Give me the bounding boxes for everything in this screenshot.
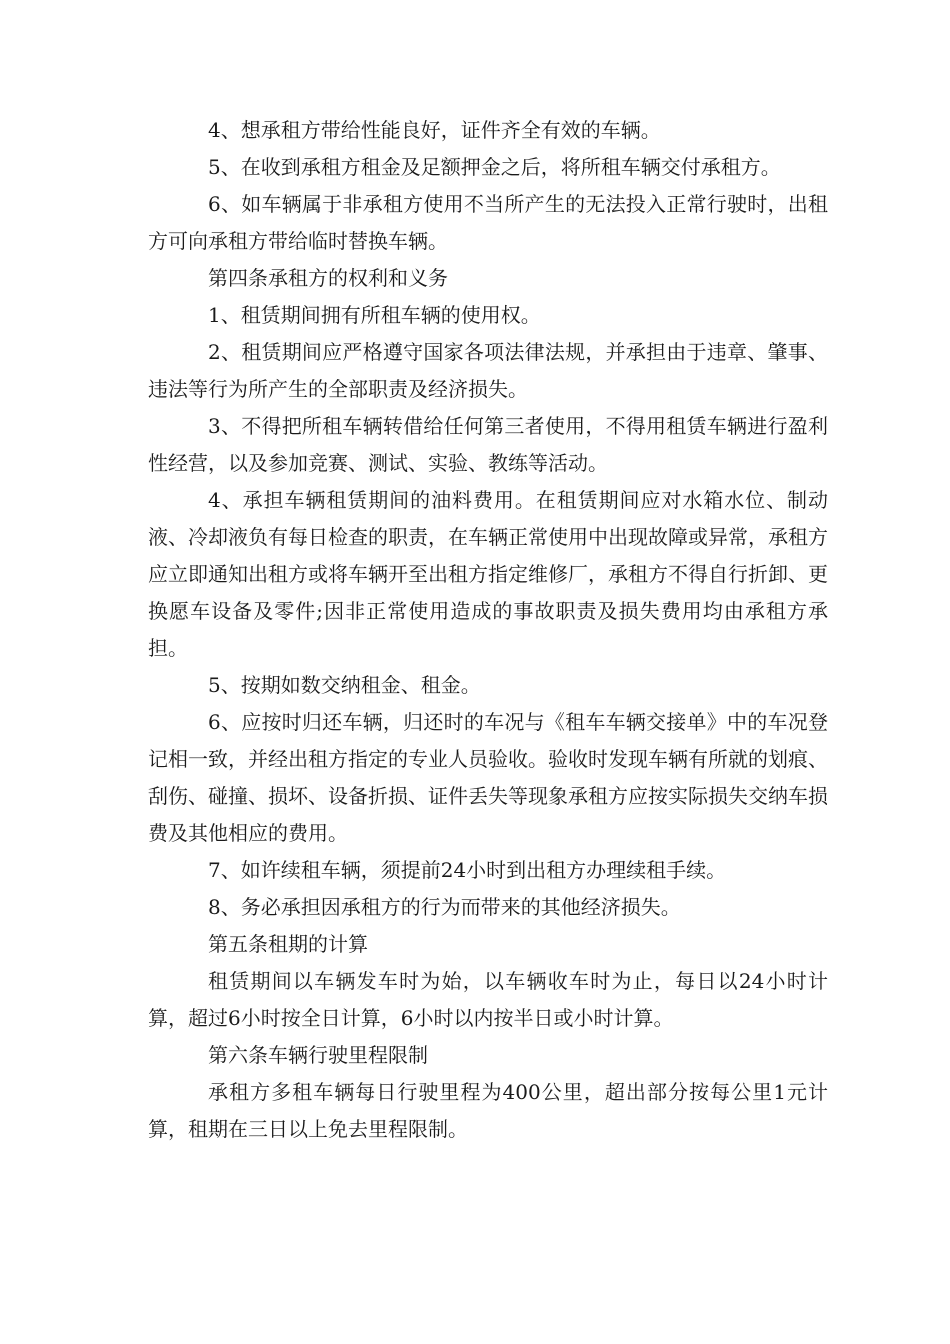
paragraph: 4、想承租方带给性能良好，证件齐全有效的车辆。 (208, 118, 661, 142)
paragraph: 4、承担车辆租赁期间的油料费用。在租赁期间应对水箱水位、制动液、冷却液负有每日检查的职责，在车辆正常使用中出现故障或异常，承租方应立即通知出租方或将车辆开至出租方指定维修厂，承租方不得自行折卸、更换愿车设备及零件;因非正常使用造成的事故职责及损失费用均由承租方承担。 (148, 488, 828, 660)
document-page (148, 112, 828, 1148)
paragraph: 承租方多租车辆每日行驶里程为400公里，超出部分按每公里1元计算，租期在三日以上免去里程限制。 (148, 1080, 828, 1141)
paragraph: 1、租赁期间拥有所租车辆的使用权。 (208, 303, 541, 327)
paragraph: 5、在收到承租方租金及足额押金之后，将所租车辆交付承租方。 (208, 155, 781, 179)
paragraph: 8、务必承担因承租方的行为而带来的其他经济损失。 (208, 895, 681, 919)
paragraph: 6、应按时归还车辆，归还时的车况与《租车车辆交接单》中的车况登记相一致，并经出租方指定的专业人员验收。验收时发现车辆有所就的划痕、刮伤、碰撞、损坏、设备折损、证件丢失等现象承租方应按实际损失交纳车损费及其他相应的费用。 (148, 710, 828, 845)
paragraph: 7、如许续租车辆，须提前24小时到出租方办理续租手续。 (208, 858, 727, 882)
paragraph: 租赁期间以车辆发车时为始，以车辆收车时为止，每日以24小时计算，超过6小时按全日计算，6小时以内按半日或小时计算。 (148, 969, 828, 1030)
paragraph: 5、按期如数交纳租金、租金。 (208, 673, 481, 697)
paragraph: 6、如车辆属于非承租方使用不当所产生的无法投入正常行驶时，出租方可向承租方带给临时替换车辆。 (148, 192, 828, 253)
paragraph: 2、租赁期间应严格遵守国家各项法律法规，并承担由于违章、肇事、违法等行为所产生的全部职责及经济损失。 (148, 340, 828, 401)
section-heading: 第五条租期的计算 (208, 932, 368, 956)
paragraph: 3、不得把所租车辆转借给任何第三者使用，不得用租赁车辆进行盈利性经营，以及参加竞赛、测试、实验、教练等活动。 (148, 414, 828, 475)
section-heading: 第四条承租方的权利和义务 (208, 266, 448, 290)
section-heading: 第六条车辆行驶里程限制 (208, 1043, 428, 1067)
